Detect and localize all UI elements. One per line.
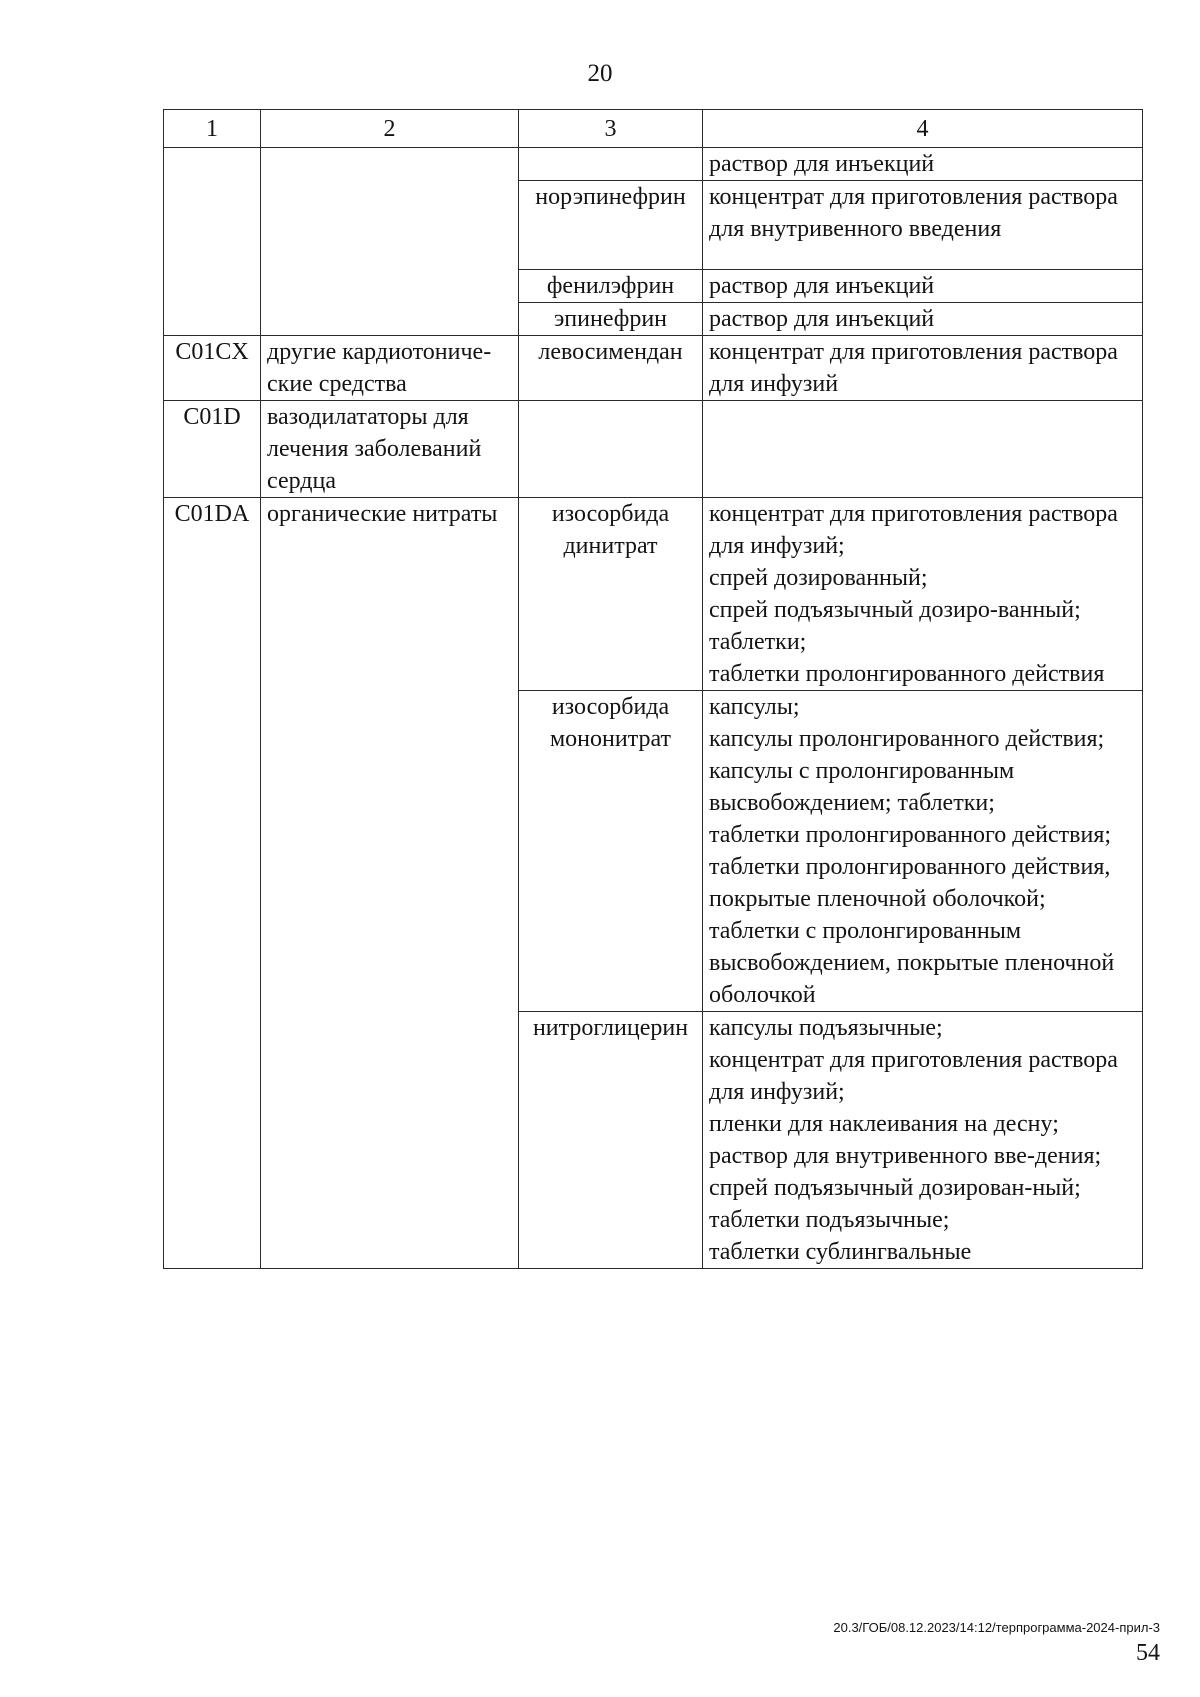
page-number: 20 — [587, 60, 613, 87]
forms-cell — [703, 691, 1143, 1012]
atc-code-cell — [164, 148, 261, 336]
drug-cell: эпинефрин — [519, 303, 703, 336]
header-col-1: 1 — [164, 110, 261, 148]
group-cell: другие кардиотониче-ские средства — [261, 336, 519, 401]
forms-cell — [703, 303, 1143, 336]
forms-cell — [703, 336, 1143, 401]
forms-cell — [703, 401, 1143, 498]
forms-text: раствор для инъекций — [709, 273, 935, 299]
group-cell: органические нитраты — [261, 498, 519, 1269]
drug-cell: изосорбида динитрат — [519, 498, 703, 691]
forms-cell — [703, 1012, 1143, 1269]
forms-text: концентрат для приготовления раствора для инфузий; спрей дозированный; спрей подъязычный дозиро-ванный; таблетки; таблетки пролонгированного действия — [709, 501, 1118, 687]
atc-code-cell: C01DA — [164, 498, 261, 1269]
drug-cell — [519, 148, 703, 181]
forms-cell — [703, 498, 1143, 691]
group-cell — [261, 148, 519, 336]
table-row — [164, 498, 1143, 691]
forms-cell — [703, 148, 1143, 181]
forms-text: раствор для инъекций — [709, 306, 935, 332]
forms-text: капсулы; капсулы пролонгированного действия; капсулы с пролонгированным высвобождением; таблетки; таблетки пролонгированного действия; таблетки пролонгированного действия, покрытые пленочной оболочкой; таблетки с пролонгированным высвобождением, покрытые пленочной оболочкой — [709, 694, 1115, 1008]
atc-code-cell: C01CX — [164, 336, 261, 401]
document-stamp: 20.3/ГОБ/08.12.2023/14:12/терпрограмма-2024-прил-3 — [833, 1620, 1160, 1635]
sheet-number: 54 — [1136, 1640, 1160, 1666]
medications-table — [163, 109, 1143, 1269]
group-cell: вазодилататоры для лечения заболеваний сердца — [261, 401, 519, 498]
forms-cell — [703, 181, 1143, 270]
forms-text: концентрат для приготовления раствора для внутривенного введения — [709, 184, 1118, 242]
drug-cell: изосорбида мононитрат — [519, 691, 703, 1012]
table-row — [164, 148, 1143, 181]
atc-code-cell: C01D — [164, 401, 261, 498]
drug-cell: левосимендан — [519, 336, 703, 401]
forms-text: концентрат для приготовления раствора для инфузий — [709, 339, 1118, 397]
drug-cell: норэпинефрин — [519, 181, 703, 270]
drug-cell — [519, 401, 703, 498]
header-col-4: 4 — [703, 110, 1143, 148]
forms-cell — [703, 270, 1143, 303]
forms-text: раствор для инъекций — [709, 151, 935, 177]
header-col-3: 3 — [519, 110, 703, 148]
table-row — [164, 401, 1143, 498]
drug-cell: нитроглицерин — [519, 1012, 703, 1269]
drug-cell: фенилэфрин — [519, 270, 703, 303]
table-header-row — [164, 110, 1143, 148]
header-col-2: 2 — [261, 110, 519, 148]
table-row — [164, 336, 1143, 401]
forms-text: капсулы подъязычные; концентрат для приготовления раствора для инфузий; пленки для наклеивания на десну; раствор для внутривенного вве-дения; спрей подъязычный дозирован-ный; таблетки подъязычные; таблетки сублингвальные — [709, 1015, 1118, 1265]
